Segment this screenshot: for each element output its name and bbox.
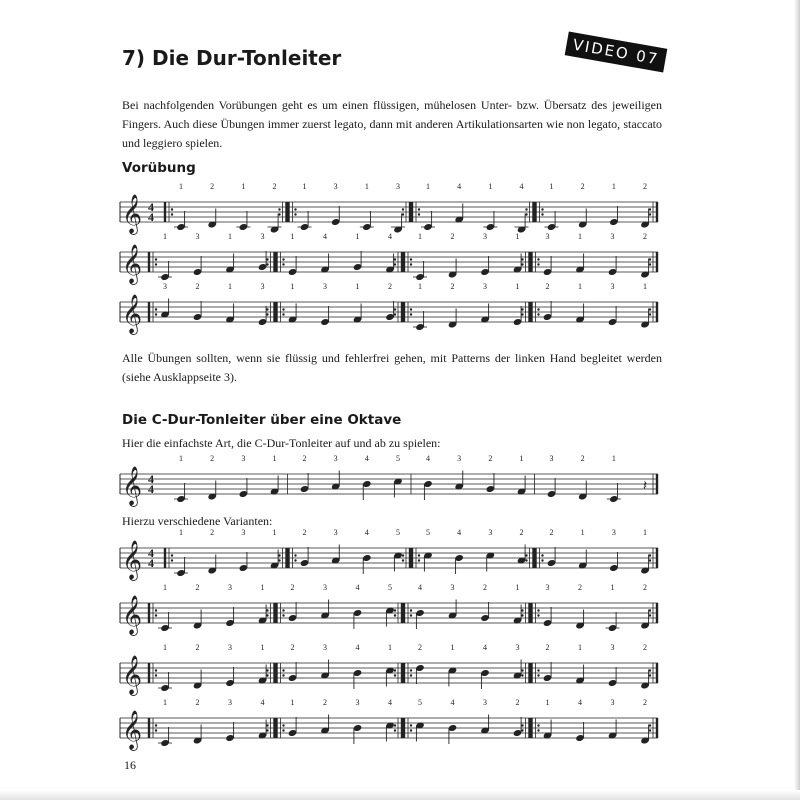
fingering-number: 5	[388, 583, 392, 592]
fingering-number: 2	[515, 698, 520, 707]
fingering-number: 1	[260, 643, 265, 652]
fingering-number: 2	[302, 454, 307, 463]
fingering-number: 3	[483, 232, 487, 241]
fingering-number: 2	[388, 282, 392, 291]
repeat-dot	[394, 308, 396, 310]
fingering-number: 4	[388, 698, 392, 707]
fingering-number: 1	[228, 232, 232, 241]
repeat-dot	[402, 559, 404, 561]
fingering-number: 2	[578, 583, 582, 592]
repeat-dot	[155, 609, 157, 611]
fingering-number: 3	[323, 643, 327, 652]
fingering-number: 4	[355, 583, 360, 592]
repeat-dot	[410, 674, 412, 676]
fingering-number: 1	[643, 528, 647, 537]
repeat-dot	[266, 258, 268, 260]
fingering-number: 2	[195, 643, 200, 652]
music-staff	[0, 581, 800, 641]
repeat-dot	[155, 614, 157, 616]
repeat-dot	[541, 213, 543, 215]
fingering-number: 4	[519, 182, 524, 191]
fingering-number: 2	[302, 528, 307, 537]
repeat-dot	[394, 609, 396, 611]
fingering-number: 3	[611, 528, 616, 537]
fingering-number: 4	[323, 232, 327, 241]
fingering-number: 1	[610, 583, 615, 592]
time-signature-top: 4	[148, 472, 154, 486]
fingering-number: 1	[179, 528, 183, 537]
repeat-dot	[649, 609, 651, 611]
repeat-dot	[282, 308, 284, 310]
fingering-number: 4	[388, 232, 392, 241]
fingering-number: 1	[179, 182, 183, 191]
fingering-number: 4	[450, 698, 455, 707]
fingering-number: 2	[210, 182, 215, 191]
fingering-number: 3	[260, 232, 265, 241]
repeat-dot	[282, 674, 284, 676]
repeat-dot	[410, 724, 412, 726]
fingering-number: 1	[163, 583, 167, 592]
fingering-number: 5	[426, 528, 430, 537]
fingering-number: 3	[333, 528, 338, 537]
fingering-number: 3	[228, 643, 232, 652]
fingering-number: 1	[241, 182, 246, 191]
repeat-dot	[410, 313, 412, 315]
repeat-dot	[649, 208, 651, 210]
fingering-number: 3	[457, 454, 462, 463]
repeat-dot	[294, 554, 296, 556]
fingering-number: 1	[643, 282, 647, 291]
fingering-number: 2	[195, 282, 200, 291]
fingering-number: 1	[515, 583, 520, 592]
music-staff	[0, 526, 800, 586]
treble-clef-icon: 𝄞	[122, 468, 143, 505]
fingering-number: 1	[272, 454, 277, 463]
repeat-dot	[649, 308, 651, 310]
treble-clef-icon: 𝄞	[122, 196, 143, 233]
fingering-number: 2	[210, 454, 215, 463]
fingering-number: 1	[578, 643, 582, 652]
repeat-dot	[394, 669, 396, 671]
treble-clef-icon: 𝄞	[122, 296, 143, 333]
fingering-number: 1	[163, 698, 167, 707]
fingering-number: 1	[290, 698, 295, 707]
fingering-number: 2	[549, 528, 554, 537]
fingering-number: 3	[195, 232, 200, 241]
fingering-number: 2	[290, 583, 295, 592]
repeat-dot	[266, 308, 268, 310]
fingering-number: 1	[488, 182, 493, 191]
fingering-number: 2	[643, 698, 647, 707]
fingering-number: 3	[483, 698, 487, 707]
fingering-number: 1	[515, 282, 520, 291]
repeat-dot	[521, 258, 523, 260]
fingering-number: 5	[396, 454, 400, 463]
fingering-number: 1	[545, 698, 550, 707]
repeat-dot	[394, 313, 396, 315]
repeat-dot	[278, 208, 280, 210]
fingering-number: 2	[580, 454, 585, 463]
repeat-dot	[266, 729, 268, 731]
repeat-dot	[402, 208, 404, 210]
repeat-dot	[537, 674, 539, 676]
fingering-number: 4	[364, 528, 369, 537]
fingering-number: 1	[418, 282, 422, 291]
fingering-number: 1	[515, 232, 520, 241]
video-badge-label: VIDEO 07	[571, 35, 661, 69]
fingering-number: 1	[163, 643, 167, 652]
section-heading-vorubung: Vorübung	[122, 160, 196, 176]
repeat-dot	[171, 213, 173, 215]
fingering-number: 4	[418, 583, 422, 592]
fingering-number: 2	[418, 643, 422, 652]
fingering-number: 2	[643, 182, 647, 191]
repeat-dot	[155, 724, 157, 726]
repeat-dot	[418, 559, 420, 561]
fingering-number: 1	[228, 282, 232, 291]
repeat-dot	[171, 559, 173, 561]
repeat-dot	[155, 308, 157, 310]
repeat-dot	[278, 213, 280, 215]
repeat-dot	[282, 313, 284, 315]
repeat-dot	[537, 263, 539, 265]
repeat-dot	[649, 729, 651, 731]
time-signature-top: 4	[148, 200, 154, 214]
fingering-number: 3	[355, 698, 360, 707]
fingering-number: 4	[426, 454, 430, 463]
repeat-dot	[171, 208, 173, 210]
fingering-number: 3	[610, 643, 615, 652]
fingering-number: 3	[545, 583, 550, 592]
repeat-dot	[394, 263, 396, 265]
treble-clef-icon: 𝄞	[122, 712, 143, 749]
fingering-number: 2	[290, 643, 295, 652]
fingering-number: 2	[580, 182, 585, 191]
fingering-number: 2	[488, 454, 493, 463]
variants-caption: Hierzu verschiedene Varianten:	[122, 514, 273, 528]
fingering-number: 2	[272, 182, 277, 191]
repeat-dot	[394, 724, 396, 726]
repeat-dot	[266, 724, 268, 726]
fingering-number: 2	[210, 528, 215, 537]
repeat-dot	[266, 313, 268, 315]
fingering-number: 1	[426, 182, 430, 191]
repeat-dot	[402, 213, 404, 215]
repeat-dot	[649, 669, 651, 671]
fingering-number: 3	[333, 454, 338, 463]
fingering-number: 4	[457, 182, 462, 191]
fingering-number: 1	[388, 643, 392, 652]
fingering-number: 1	[450, 643, 455, 652]
fingering-number: 3	[545, 232, 550, 241]
fingering-number: 2	[323, 698, 327, 707]
fingering-number: 4	[457, 528, 462, 537]
fingering-number: 3	[515, 643, 520, 652]
repeat-dot	[282, 669, 284, 671]
repeat-dot	[282, 609, 284, 611]
fingering-number: 1	[519, 454, 524, 463]
repeat-dot	[537, 669, 539, 671]
repeat-dot	[537, 729, 539, 731]
fingering-number: 1	[364, 182, 369, 191]
fingering-number: 1	[290, 232, 295, 241]
repeat-dot	[394, 258, 396, 260]
treble-clef-icon: 𝄞	[122, 246, 143, 283]
repeat-dot	[521, 614, 523, 616]
fingering-number: 3	[333, 182, 338, 191]
repeat-dot	[171, 554, 173, 556]
fingering-number: 3	[488, 528, 493, 537]
fingering-number: 1	[290, 282, 295, 291]
fingering-number: 1	[611, 454, 616, 463]
fingering-number: 4	[578, 698, 582, 707]
repeat-dot	[541, 554, 543, 556]
repeat-dot	[410, 729, 412, 731]
fingering-number: 1	[355, 282, 360, 291]
repeat-dot	[410, 263, 412, 265]
repeat-dot	[541, 559, 543, 561]
repeat-dot	[402, 554, 404, 556]
time-signature-bottom: 4	[148, 556, 154, 570]
repeat-dot	[155, 729, 157, 731]
repeat-dot	[155, 674, 157, 676]
repeat-dot	[410, 308, 412, 310]
treble-clef-icon: 𝄞	[122, 542, 143, 579]
fingering-number: 3	[323, 282, 327, 291]
repeat-dot	[266, 609, 268, 611]
time-signature-top: 4	[148, 546, 154, 560]
repeat-dot	[294, 213, 296, 215]
fingering-number: 3	[610, 698, 615, 707]
repeat-dot	[537, 313, 539, 315]
repeat-dot	[294, 559, 296, 561]
repeat-dot	[282, 724, 284, 726]
repeat-dot	[649, 554, 651, 556]
repeat-dot	[266, 614, 268, 616]
time-signature-bottom: 4	[148, 210, 154, 224]
repeat-dot	[155, 313, 157, 315]
fingering-number: 3	[549, 454, 554, 463]
fingering-number: 2	[545, 282, 550, 291]
repeat-dot	[649, 213, 651, 215]
fingering-number: 3	[450, 583, 455, 592]
fingering-number: 3	[610, 232, 615, 241]
fingering-number: 4	[260, 698, 265, 707]
repeat-dot	[525, 554, 527, 556]
fingering-number: 4	[355, 643, 360, 652]
repeat-dot	[649, 263, 651, 265]
fingering-number: 3	[241, 454, 246, 463]
repeat-dot	[282, 729, 284, 731]
repeat-dot	[394, 729, 396, 731]
fingering-number: 2	[483, 583, 487, 592]
repeat-dot	[521, 263, 523, 265]
fingering-number: 2	[643, 232, 647, 241]
intro-paragraph: Bei nachfolgenden Vorübungen geht es um einen flüssigen, mühelosen Unter- bzw. Übersatz des jeweiligen Fingers. Auch diese Übungen immer zuerst legato, dann mit anderen Artikulationsarten wie non legato, staccato und leggiero spielen.	[122, 98, 662, 150]
repeat-dot	[537, 258, 539, 260]
fingering-number: 3	[163, 282, 167, 291]
section-heading-c-major: Die C-Dur-Tonleiter über eine Oktave	[122, 412, 402, 428]
fingering-number: 2	[450, 282, 455, 291]
fingering-number: 1	[163, 232, 167, 241]
repeat-dot	[537, 308, 539, 310]
fingering-number: 2	[450, 232, 455, 241]
page-bottom-shadow	[0, 790, 800, 800]
repeat-dot	[537, 724, 539, 726]
fingering-number: 2	[545, 643, 550, 652]
fingering-number: 2	[643, 643, 647, 652]
repeat-dot	[649, 559, 651, 561]
repeat-dot	[410, 669, 412, 671]
fingering-number: 3	[228, 583, 232, 592]
fingering-number: 4	[364, 454, 369, 463]
video-badge[interactable]	[565, 31, 668, 72]
repeat-dot	[521, 609, 523, 611]
repeat-dot	[521, 669, 523, 671]
fingering-number: 1	[260, 583, 265, 592]
fingering-number: 1	[580, 528, 585, 537]
fingering-number: 2	[643, 583, 647, 592]
music-staff	[0, 641, 800, 701]
repeat-dot	[418, 554, 420, 556]
repeat-dot	[394, 674, 396, 676]
music-staff	[0, 280, 800, 340]
repeat-dot	[410, 609, 412, 611]
repeat-dot	[537, 609, 539, 611]
repeat-dot	[649, 674, 651, 676]
repeat-dot	[155, 669, 157, 671]
repeat-dot	[521, 308, 523, 310]
repeat-dot	[282, 263, 284, 265]
repeat-dot	[410, 614, 412, 616]
fingering-number: 3	[228, 698, 232, 707]
section-caption: Hier die einfachste Art, die C-Dur-Tonleiter auf und ab zu spielen:	[122, 436, 441, 450]
fingering-number: 1	[578, 232, 582, 241]
time-signature-bottom: 4	[148, 482, 154, 496]
repeat-dot	[155, 258, 157, 260]
fingering-number: 1	[355, 232, 360, 241]
repeat-dot	[418, 213, 420, 215]
repeat-dot	[266, 263, 268, 265]
repeat-dot	[649, 614, 651, 616]
page-number: 16	[124, 758, 136, 772]
treble-clef-icon: 𝄞	[122, 597, 143, 634]
repeat-dot	[155, 263, 157, 265]
repeat-dot	[294, 208, 296, 210]
fingering-number: 3	[323, 583, 327, 592]
repeat-dot	[282, 258, 284, 260]
fingering-number: 2	[195, 583, 200, 592]
fingering-number: 2	[519, 528, 524, 537]
quarter-rest-icon: 𝄽	[642, 479, 648, 494]
repeat-dot	[278, 554, 280, 556]
repeat-dot	[521, 724, 523, 726]
fingering-number: 3	[396, 182, 400, 191]
repeat-dot	[394, 614, 396, 616]
page-title: 7) Die Dur-Tonleiter	[122, 46, 342, 70]
repeat-dot	[410, 258, 412, 260]
fingering-number: 1	[578, 282, 582, 291]
music-staff	[0, 452, 800, 512]
repeat-dot	[649, 258, 651, 260]
fingering-number: 1	[302, 182, 307, 191]
repeat-dot	[282, 614, 284, 616]
fingering-number: 5	[396, 528, 400, 537]
repeat-dot	[649, 724, 651, 726]
fingering-number: 1	[272, 528, 277, 537]
repeat-dot	[537, 614, 539, 616]
fingering-number: 3	[260, 282, 265, 291]
accompaniment-note: Alle Übungen sollten, wenn sie flüssig und fehlerfrei gehen, mit Patterns der linken Hand begleitet werden (siehe Ausklappseite 3).	[122, 351, 662, 384]
fingering-number: 3	[241, 528, 246, 537]
repeat-dot	[525, 208, 527, 210]
treble-clef-icon: 𝄞	[122, 657, 143, 694]
fingering-number: 1	[611, 182, 616, 191]
repeat-dot	[521, 729, 523, 731]
repeat-dot	[266, 669, 268, 671]
fingering-number: 1	[179, 454, 183, 463]
repeat-dot	[521, 313, 523, 315]
fingering-number: 5	[418, 698, 422, 707]
repeat-dot	[418, 208, 420, 210]
fingering-number: 1	[418, 232, 422, 241]
fingering-number: 3	[483, 282, 487, 291]
repeat-dot	[266, 674, 268, 676]
music-staff	[0, 696, 800, 756]
repeat-dot	[521, 674, 523, 676]
fingering-number: 1	[549, 182, 554, 191]
fingering-number: 4	[483, 643, 487, 652]
repeat-dot	[541, 208, 543, 210]
fingering-number: 2	[195, 698, 200, 707]
fingering-number: 3	[610, 282, 615, 291]
repeat-dot	[525, 559, 527, 561]
repeat-dot	[278, 559, 280, 561]
repeat-dot	[525, 213, 527, 215]
repeat-dot	[649, 313, 651, 315]
